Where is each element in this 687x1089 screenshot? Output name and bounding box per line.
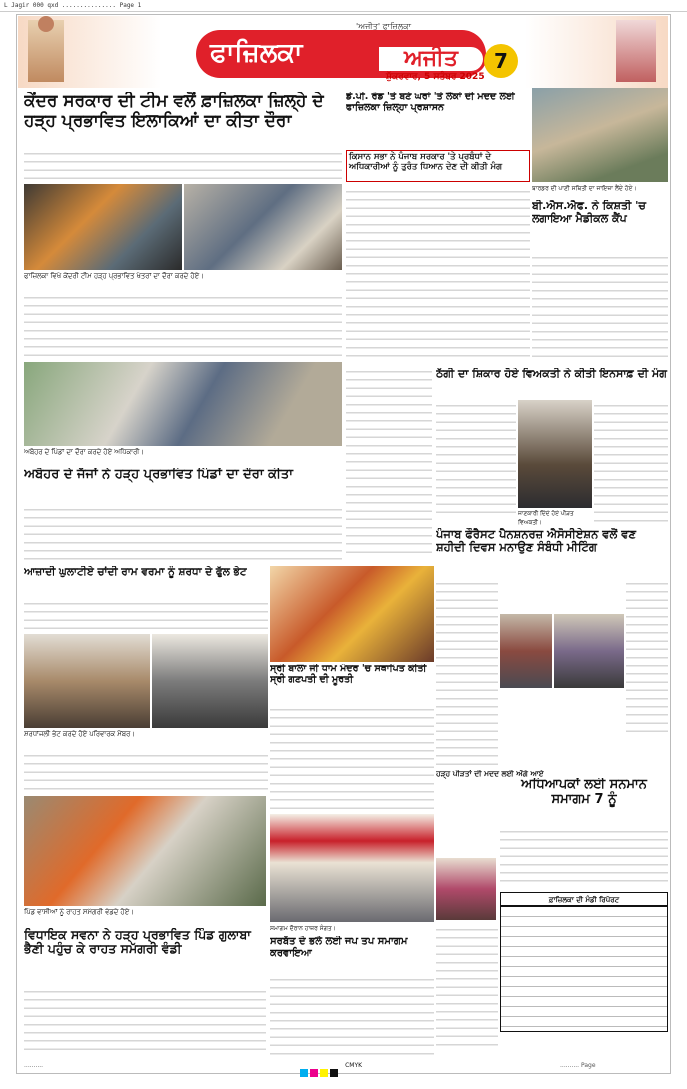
footer-cmyk: CMYK <box>345 1062 363 1069</box>
page-number: 7 <box>484 44 518 78</box>
mandi-table <box>500 906 668 1032</box>
azadi-headline: ਆਜ਼ਾਦੀ ਘੁਲਾਟੀਏ ਚਾਂਦੀ ਰਾਮ ਵਰਮਾ ਨੂੰ ਸ਼ਰਧਾ ਦੇ ਫੁੱਲ ਭੇਟ <box>24 566 247 578</box>
sarbat-body <box>270 974 434 1056</box>
print-slug: L Jagir 000 qxd ............... Page 1 <box>0 0 687 12</box>
abohar-caption: ਅਬੋਹਰ ਦੇ ਪਿੰਡਾਂ ਦਾ ਦੌਰਾ ਕਰਦੇ ਹੋਏ ਅਧਿਕਾਰੀ। <box>24 448 144 456</box>
mandi-table-title: ਫ਼ਾਜ਼ਿਲਕਾ ਦੀ ਮੰਡੀ ਰਿਪੋਰਟ <box>500 892 668 906</box>
bsf-body <box>532 252 668 362</box>
lead-body-top <box>24 148 342 182</box>
footer-right: .......... Page <box>560 1062 596 1069</box>
vidhayak-photo <box>24 796 266 906</box>
thagi-headline: ਠੱਗੀ ਦਾ ਸ਼ਿਕਾਰ ਹੋਏ ਵਿਅਕਤੀ ਨੇ ਕੀਤੀ ਇਨਸਾਫ਼ ਦੀ ਮੰਗ <box>436 368 667 380</box>
fort-image-right <box>616 20 656 82</box>
masthead-date: ਸ਼ੁੱਕਰਵਾਰ, 5 ਸਤੰਬਰ 2025 <box>386 72 485 82</box>
kisan-headline: ਕਿਸਾਨ ਸਭਾ ਨੇ ਪੰਜਾਬ ਸਰਕਾਰ 'ਤੇ ਪ੍ਰਬੰਧਾਂ ਦੇ ਅਧਿਕਾਰੀਆਂ ਨੂੰ ਤੁਰੰਤ ਧਿਆਨ ਦੇਣ ਦੀ ਕੀਤੀ ਮੰਗ <box>346 150 530 182</box>
pension-photo-1 <box>500 614 552 688</box>
sarbat-photo <box>270 814 434 922</box>
thagi-body <box>436 400 516 518</box>
bsf-headline: ਬੀ.ਐਸ.ਐਫ. ਨੇ ਕਿਸ਼ਤੀ 'ਚ ਲਗਾਇਆ ਮੈਡੀਕਲ ਕੈਂਪ <box>532 200 646 225</box>
sarbat-headline: ਸਰਬੱਤ ਦੇ ਭਲੇ ਲਈ ਜਪ ਤਪ ਸਮਾਗਮ ਕਰਵਾਇਆ <box>270 936 408 959</box>
thagi-body-2 <box>594 400 668 528</box>
thagi-caption: ਜਾਣਕਾਰੀ ਦਿੰਦੇ ਹੋਏ ਪੀੜਤ ਵਿਅਕਤੀ। <box>518 511 574 526</box>
shok-headline: ਹੜ੍ਹ ਪੀੜਤਾਂ ਦੀ ਮਦਦ ਲਈ ਅੱਗੇ ਆਏ <box>436 770 544 778</box>
yellow-swatch <box>320 1069 328 1077</box>
azadi-caption: ਸ਼ਰਧਾਂਜਲੀ ਭੇਟ ਕਰਦੇ ਹੋਏ ਪਰਿਵਾਰਕ ਮੈਂਬਰ। <box>24 730 135 738</box>
shok-photo <box>436 858 496 920</box>
mandir-headline: ਸ੍ਰੀ ਬਾਲਾ ਜੀ ਧਾਮ ਮੰਦਰ 'ਚ ਸਥਾਪਿਤ ਕੀਤੀ ਸ੍ਰੀ ਗਣਪਤੀ ਦੀ ਮੂਰਤੀ <box>270 664 427 685</box>
thagi-photo <box>518 400 592 508</box>
mid-body <box>346 366 432 556</box>
kisan-body <box>346 186 530 362</box>
masthead-title-box <box>376 44 486 74</box>
dc-headline: ਡੇ.ਪੀ. ਰੋਡ 'ਤੇ ਬਣੇ ਘਰਾਂ 'ਤੇ ਲੋਕਾਂ ਦੀ ਮਦਦ ਲਈ ਫਾਜ਼ਿਲਕਾ ਜ਼ਿਲ੍ਹਾ ਪ੍ਰਸ਼ਾਸਨ <box>346 92 515 113</box>
teacher-body <box>500 826 668 888</box>
lead-caption: ਫਾਜ਼ਿਲਕਾ ਵਿਖੇ ਕੇਂਦਰੀ ਟੀਮ ਹੜ੍ਹ ਪ੍ਰਭਾਵਿਤ ਖੇਤਰਾਂ ਦਾ ਦੌਰਾ ਕਰਦੇ ਹੋਏ। <box>24 272 204 280</box>
azadi-body-2 <box>24 750 268 794</box>
shok-body <box>436 924 498 1052</box>
vidhayak-headline: ਵਿਧਾਇਕ ਸਵਨਾ ਨੇ ਹੜ੍ਹ ਪ੍ਰਭਾਵਿਤ ਪਿੰਡ ਗੁਲਾਬਾ ਭੈਣੀ ਪਹੁੰਚ ਕੇ ਰਾਹਤ ਸਮੱਗਰੀ ਵੰਡੀ <box>24 928 251 957</box>
pension-headline: ਪੰਜਾਬ ਫੌਰੈਸਟ ਪੈਨਸ਼ਨਰਜ਼ ਐਸੋਸੀਏਸ਼ਨ ਵਲੋਂ ਵਣ ਸ਼ਹੀਦੀ ਦਿਵਸ ਮਨਾਉਣ ਸੰਬੰਧੀ ਮੀਟਿੰਗ <box>436 528 636 555</box>
clocktower-image-left <box>28 20 64 82</box>
mandir-photo <box>270 566 434 662</box>
flood-photo-top-right <box>532 88 668 182</box>
lead-body-bottom <box>24 292 342 358</box>
lead-photo-2 <box>184 184 342 270</box>
lead-headline: ਕੇਂਦਰ ਸਰਕਾਰ ਦੀ ਟੀਮ ਵਲੋਂ ਫ਼ਾਜ਼ਿਲਕਾ ਜ਼ਿਲ੍ਹੇ ਦੇ ਹੜ੍ਹ ਪ੍ਰਭਾਵਿਤ ਇਲਾਕਿਆਂ ਦਾ ਕੀਤਾ ਦੌਰਾ <box>24 92 324 131</box>
pension-body-2 <box>626 578 668 738</box>
vidhayak-body <box>24 986 266 1056</box>
footer-left: .......... <box>24 1062 44 1069</box>
cyan-swatch <box>300 1069 308 1077</box>
masthead-city: ਫਾਜ਼ਿਲਕਾ <box>210 38 303 68</box>
teacher-headline: ਅਧਿਆਪਕਾਂ ਲਈ ਸਨਮਾਨ ਸਮਾਗਮ 7 ਨੂੰ <box>521 778 647 807</box>
black-swatch <box>330 1069 338 1077</box>
vidhayak-caption: ਪਿੰਡ ਵਾਸੀਆਂ ਨੂੰ ਰਾਹਤ ਸਮੱਗਰੀ ਵੰਡਦੇ ਹੋਏ। <box>24 908 134 916</box>
pension-photo-2 <box>554 614 624 688</box>
azadi-photo-2 <box>152 634 268 728</box>
mandir-body <box>270 704 434 812</box>
magenta-swatch <box>310 1069 318 1077</box>
abohar-photo <box>24 362 342 446</box>
azadi-photo-1 <box>24 634 150 728</box>
sarbat-caption: ਸਮਾਗਮ ਦੌਰਾਨ ਹਾਜ਼ਰ ਸੰਗਤ। <box>270 925 336 932</box>
azadi-body <box>24 598 268 632</box>
abohar-body <box>24 504 342 560</box>
footer-color-bar <box>300 1062 400 1072</box>
abohar-headline: ਅਬੋਹਰ ਦੇ ਜੱਜਾਂ ਨੇ ਹੜ੍ਹ ਪ੍ਰਭਾਵਿਤ ਪਿੰਡਾਂ ਦਾ ਦੌਰਾ ਕੀਤਾ <box>24 468 293 482</box>
bsf-caption: ਬਾਰਡਰ ਦੀ ਪਾਣੀ ਸਥਿਤੀ ਦਾ ਜਾਇਜ਼ਾ ਲੈਂਦੇ ਹੋਏ। <box>532 185 637 192</box>
masthead-sub: 'ਅਜੀਤ' ਫਾਜ਼ਿਲਕਾ <box>356 22 412 31</box>
masthead-title: ਅਜੀਤ <box>404 46 458 71</box>
pension-body <box>436 578 498 768</box>
lead-photo-1 <box>24 184 182 270</box>
